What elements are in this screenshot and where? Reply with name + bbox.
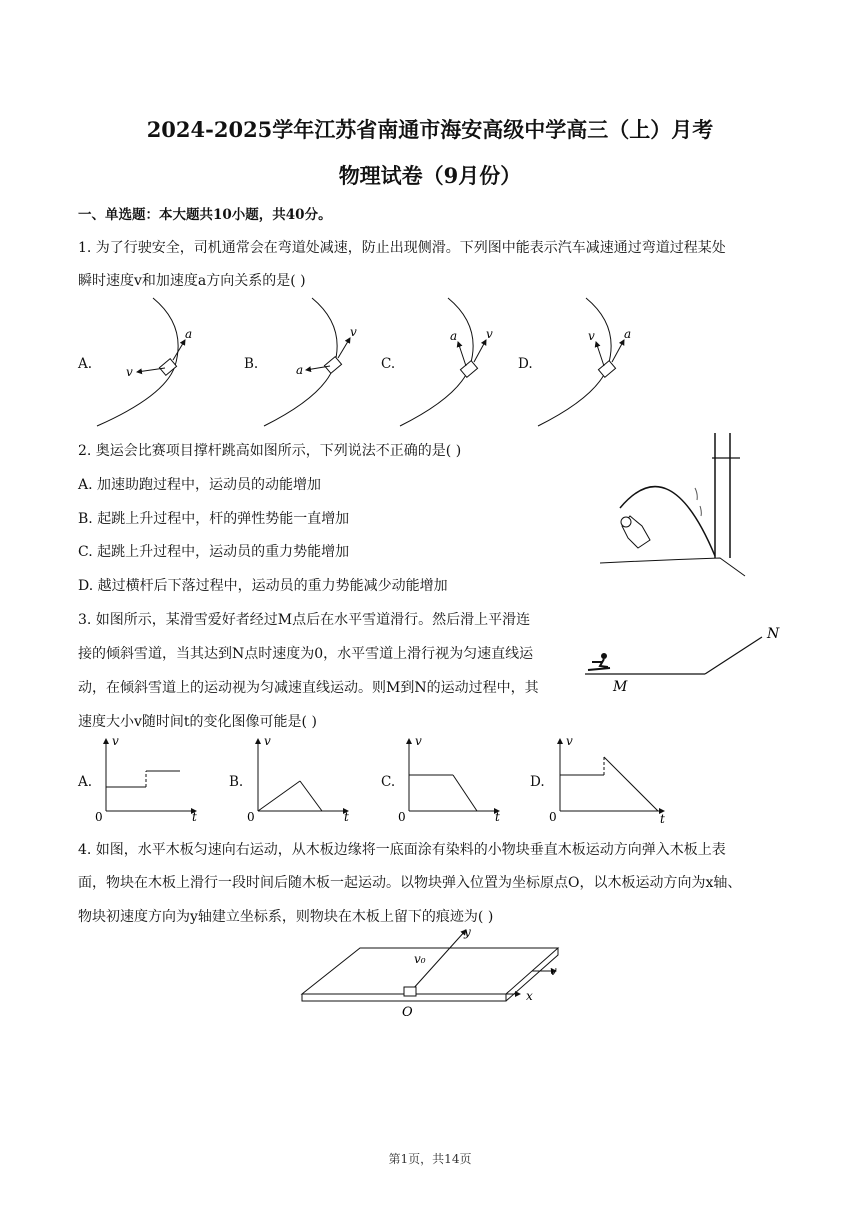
q1-d-v-label: v — [588, 329, 595, 343]
q3-graph-a — [92, 733, 202, 825]
q3-point-n: N — [767, 626, 780, 642]
q3-stem-line2: 接的倾斜雪道，当其达到N点时速度为0，水平雪道上滑行视为匀速直线运 — [78, 646, 534, 662]
page-subtitle: 物理试卷（9月份） — [338, 163, 522, 188]
q1-figure-d — [536, 296, 646, 428]
q2-option-c: C. 起跳上升过程中，运动员的重力势能增加 — [78, 544, 350, 560]
q1-option-b-label: B. — [244, 356, 259, 372]
q1-figure-b — [262, 296, 372, 428]
q1-stem-line1: 1. 为了行驶安全，司机通常会在弯道处减速，防止出现侧滑。下列图中能表示汽车减速通过弯道过程某处 — [78, 240, 726, 256]
q3-slope-figure — [580, 620, 785, 695]
q3-point-m: M — [613, 679, 628, 695]
q4-stem-line3: 物块初速度方向为y轴建立坐标系，则物块在木板上留下的痕迹为( ) — [78, 909, 494, 925]
q3-a-origin: 0 — [95, 810, 103, 824]
q4-v-label: v — [550, 964, 557, 978]
q3-graph-c — [395, 733, 505, 825]
q3-d-origin: 0 — [549, 810, 557, 824]
q1-a-v-label: v — [126, 365, 133, 379]
q1-b-a-label: a — [296, 363, 304, 377]
q1-a-a-label: a — [185, 327, 193, 341]
q4-x-label: x — [526, 989, 533, 1003]
q3-a-axis-v: v — [112, 734, 119, 748]
q3-graph-b — [244, 733, 354, 825]
q4-stem-line1: 4. 如图，水平木板匀速向右运动，从木板边缘将一底面涂有染料的小物块垂直木板运动方向弹入木板上表 — [78, 842, 726, 858]
q4-board-figure — [296, 924, 566, 1044]
q3-d-axis-v: v — [566, 734, 573, 748]
q3-stem-line3: 动，在倾斜雪道上的运动视为匀减速直线运动。则M到N的运动过程中，其 — [78, 680, 539, 696]
q1-d-a-label: a — [624, 327, 632, 341]
page-title: 2024-2025学年江苏省南通市海安高级中学高三（上）月考 — [146, 117, 714, 142]
q3-b-origin: 0 — [247, 810, 255, 824]
q4-y-label: y — [464, 925, 471, 939]
q3-graph-d — [546, 733, 672, 825]
q3-option-a-label: A. — [78, 774, 93, 790]
q1-option-a-label: A. — [78, 356, 93, 372]
q3-c-axis-t: t — [495, 810, 500, 824]
q3-c-origin: 0 — [398, 810, 406, 824]
q3-stem-line4: 速度大小v随时间t的变化图像可能是( ) — [78, 714, 317, 730]
q3-option-c-label: C. — [381, 774, 396, 790]
q3-b-axis-v: v — [264, 734, 271, 748]
q1-b-v-label: v — [350, 325, 357, 339]
q3-option-b-label: B. — [229, 774, 244, 790]
q1-figure-c — [398, 296, 508, 428]
q2-pole-vault-figure — [600, 428, 750, 578]
section-heading: 一、单选题：本大题共10小题，共40分。 — [78, 207, 332, 223]
q4-origin-label: O — [402, 1005, 413, 1020]
q3-stem-line1: 3. 如图所示，某滑雪爱好者经过M点后在水平雪道滑行。然后滑上平滑连 — [78, 612, 531, 628]
q2-stem: 2. 奥运会比赛项目撑杆跳高如图所示，下列说法不正确的是( ) — [78, 443, 462, 459]
q3-b-axis-t: t — [344, 810, 349, 824]
page-number: 第1页，共14页 — [388, 1152, 472, 1166]
q2-option-b: B. 起跳上升过程中，杆的弹性势能一直增加 — [78, 511, 350, 527]
q2-option-d: D. 越过横杆后下落过程中，运动员的重力势能减少动能增加 — [78, 578, 448, 594]
q3-a-axis-t: t — [192, 810, 197, 824]
q1-figure-a — [95, 296, 215, 428]
q1-c-a-label: a — [450, 329, 458, 343]
q1-option-d-label: D. — [518, 356, 533, 372]
q3-c-axis-v: v — [415, 734, 422, 748]
q1-c-v-label: v — [486, 327, 493, 341]
q4-stem-line2: 面，物块在木板上滑行一段时间后随木板一起运动。以物块弹入位置为坐标原点O，以木板运动方向为x轴、 — [78, 875, 742, 891]
q1-option-c-label: C. — [381, 356, 396, 372]
q2-option-a: A. 加速助跑过程中，运动员的动能增加 — [78, 477, 322, 493]
q3-option-d-label: D. — [530, 774, 545, 790]
q1-stem-line2: 瞬时速度v和加速度a方向关系的是( ) — [78, 273, 306, 289]
q4-v0-label: v₀ — [414, 952, 426, 966]
q3-d-axis-t: t — [660, 812, 665, 825]
